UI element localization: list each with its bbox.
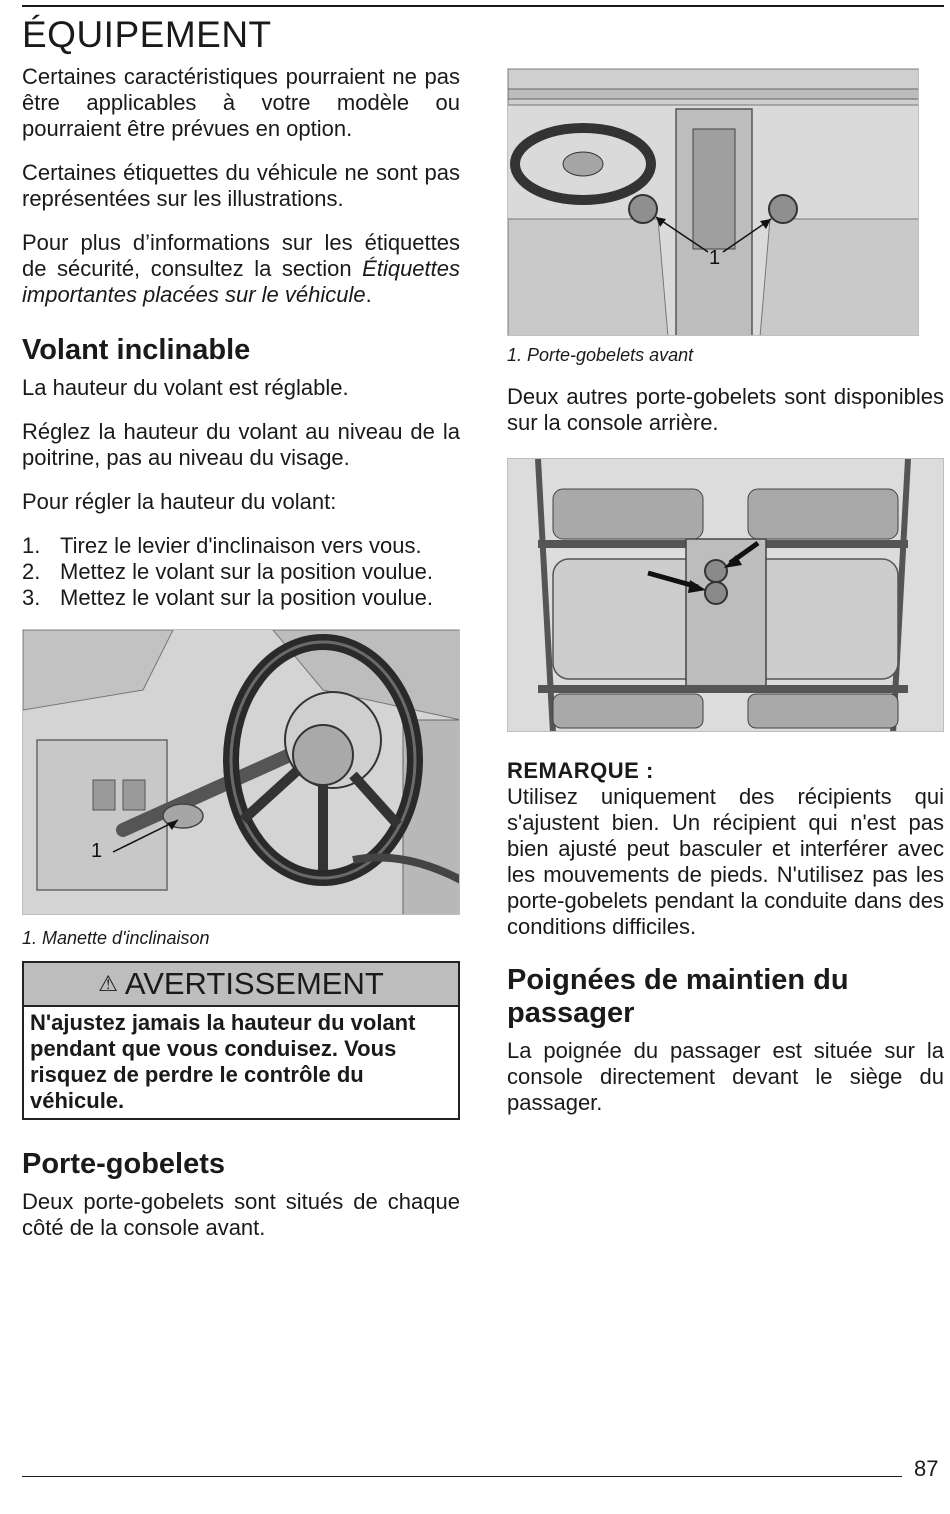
steering-figure-caption: 1. Manette d'inclinaison [22, 928, 210, 948]
page-title: ÉQUIPEMENT [22, 14, 272, 55]
porte-gobelets-paragraph: Deux porte-gobelets sont situés de chaque côté de la console avant. [22, 1189, 460, 1240]
step-text: Mettez le volant sur la position voulue. [60, 559, 433, 584]
left-column [22, 64, 460, 1241]
volant-paragraph-1: La hauteur du volant est réglable. [22, 375, 349, 400]
poignees-heading: Poignées de maintien du passager [507, 964, 849, 1029]
step-number: 2. [22, 559, 41, 584]
rear-cupholders-paragraph: Deux autres porte-gobelets sont disponibles sur la console arrière. [507, 384, 944, 435]
volant-heading: Volant inclinable [22, 334, 251, 366]
list-item [22, 533, 460, 559]
footer-rule [22, 1476, 902, 1477]
warning-text: N'ajustez jamais la hauteur du volant pendant que vous conduisez. Vous risquez de perdre le contrôle du véhicule. [30, 1010, 416, 1113]
list-item [22, 559, 460, 585]
volant-paragraph-3: Pour régler la hauteur du volant: [22, 489, 337, 514]
rear-cupholders-illustration [508, 459, 944, 732]
warning-title: AVERTISSEMENT [124, 966, 384, 1001]
porte-gobelets-heading: Porte-gobelets [22, 1148, 226, 1180]
intro-paragraph-1: Certaines caractéristiques pourraient ne pas être applicables à votre modèle ou pourraient être prévues en option. [22, 64, 460, 141]
step-number: 3. [22, 585, 41, 610]
top-rule [22, 5, 944, 7]
intro-paragraph-2: Certaines étiquettes du véhicule ne sont pas représentées sur les illustrations. [22, 160, 460, 211]
figure-callout-1: 1 [91, 840, 103, 862]
steering-wheel-figure [22, 629, 460, 915]
warning-triangle-icon: ⚠ [98, 971, 118, 996]
figure-callout-1: 1 [709, 247, 721, 269]
rear-cupholders-figure [507, 458, 944, 732]
page-number: 87 [914, 1456, 939, 1481]
front-cupholders-illustration [508, 69, 919, 336]
safety-labels-section-link: Étiquettes importantes placées sur le véhicule [22, 256, 460, 307]
volant-paragraph-2: Réglez la hauteur du volant au niveau de la poitrine, pas au niveau du visage. [22, 419, 460, 470]
steering-wheel-illustration [23, 630, 460, 915]
intro-p3-start: Pour plus d’informations sur les étiquettes de sécurité, consultez la section [22, 230, 460, 281]
remark-text: Utilisez uniquement des récipients qui s'ajustent bien. Un récipient qui n'est pas bien ajusté peut basculer et interférer avec les mouvements de pieds. N'utilisez pas les porte-gobelets pendant la conduite dans des conditions difficiles. [507, 784, 944, 939]
front-cupholders-caption: 1. Porte-gobelets avant [507, 345, 694, 365]
warning-box [22, 961, 460, 1120]
remark-label: REMARQUE : [507, 758, 654, 783]
step-number: 1. [22, 533, 41, 558]
step-text: Mettez le volant sur la position voulue. [60, 585, 433, 610]
right-column [507, 64, 944, 1116]
front-cupholders-figure [507, 68, 919, 336]
intro-paragraph-3 [22, 230, 460, 308]
warning-header [24, 963, 458, 1007]
intro-p3-end: . [365, 282, 372, 307]
step-text: Tirez le levier d'inclinaison vers vous. [60, 533, 422, 558]
list-item [22, 585, 460, 611]
volant-steps-list [22, 533, 460, 611]
poignees-paragraph: La poignée du passager est située sur la console directement devant le siège du passager. [507, 1038, 944, 1115]
